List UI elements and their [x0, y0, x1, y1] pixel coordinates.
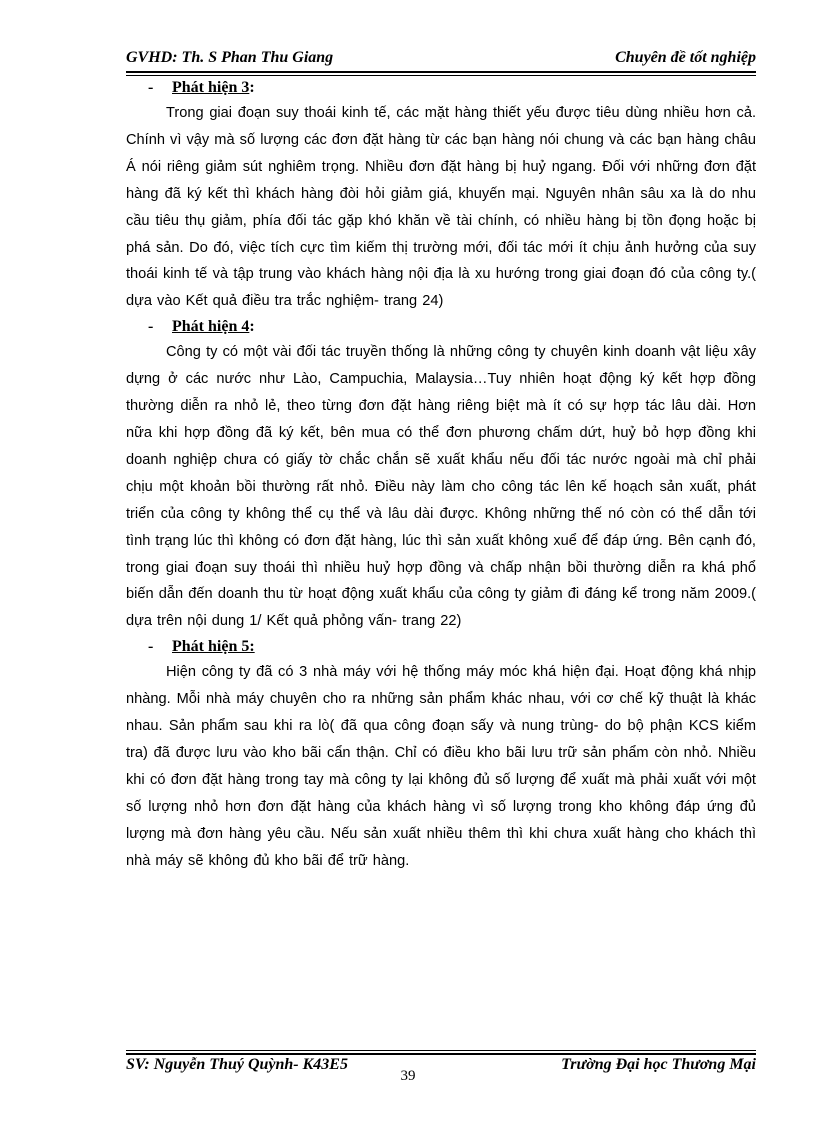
section-heading-4	[126, 315, 756, 339]
header-rule-thick	[126, 71, 756, 73]
page-body	[126, 76, 756, 874]
page-number: 39	[400, 1068, 416, 1084]
section-paragraph-5: Hiện công ty đã có 3 nhà máy với hệ thống máy móc khá hiện đại. Hoạt động khá nhịp nhàng. Mỗi nhà máy chuyên cho ra những sản phẩm khác nhau, với cơ chế kỹ thuật là khác nhau. Sản phẩm sau khi ra lò( đã qua công đoạn sấy và nung trùng- do bộ phận KCS kiểm tra) đã được lưu vào kho bãi cẩn thận. Chỉ có điều kho bãi lưu trữ sản phẩm còn nhỏ. Nhiều khi có đơn đặt hàng trong tay mà công ty lại không đủ số lượng để xuất mà phải xuất với một số lượng nhỏ hơn đơn đặt hàng của khách hàng vì số lượng trong kho không đáp ứng đủ lượng mà đơn hàng yêu cầu. Nếu sản xuất nhiều thêm thì khi chưa xuất hàng cho khách thì nhà máy sẽ không đủ kho bãi để trữ hàng.	[126, 664, 756, 869]
bullet-dash: -	[148, 318, 154, 336]
section-title: Phát hiện 3	[172, 79, 250, 96]
section-title: Phát hiện 4	[172, 318, 250, 336]
footer-rule-thick	[126, 1053, 756, 1055]
section-paragraph-4: Công ty có một vài đối tác truyền thống là những công ty chuyên kinh doanh vật liệu xây dựng ở các nước như Lào, Campuchia, Malaysia…Tuy nhiên hoạt động ký kết hợp đồng thường diễn ra nhỏ lẻ, theo từng đơn đặt hàng riêng biệt mà ít có sự hợp tác lâu dài. Hơn nữa khi hợp đồng đã ký kết, bên mua có thể đơn phương chấm dứt, huỷ bỏ hợp đồng khi doanh nghiệp chưa có giấy tờ chắc chắn sẽ xuất khẩu nếu đối tác nước ngoài mà chỉ phải chịu một khoản bồi thường rất nhỏ. Điều này làm cho công tác lên kế hoạch sản xuất, phát triển của công ty không thể cụ thể và lâu dài được. Không những thế nó còn có thể dẫn tới tình trạng lúc thì không có đơn đặt hàng, lúc thì sản xuất không xuể để đáp ứng. Bên cạnh đó, trong giai đoạn suy thoái thì nhiều huỷ hợp đồng và chấp nhận bồi thường diễn ra khá phổ biến dẫn đến doanh thu từ hoạt động xuất khẩu của công ty giảm đi đáng kể trong năm 2009.( dựa trên nội dung 1/ Kết quả phỏng vấn- trang 22)	[126, 344, 756, 630]
page-header	[126, 49, 756, 71]
section-title-suffix: :	[249, 79, 255, 96]
footer-rule-thin	[126, 1050, 756, 1051]
header-advisor: GVHD: Th. S Phan Thu Giang	[126, 49, 334, 66]
header-title: Chuyên đề tốt nghiệp	[615, 49, 756, 66]
bullet-dash: -	[148, 638, 154, 656]
section-heading-5	[126, 635, 756, 659]
footer-university: Trường Đại học Thương Mại	[561, 1056, 756, 1073]
section-paragraph-3: Trong giai đoạn suy thoái kinh tế, các mặt hàng thiết yếu được tiêu dùng nhiều hơn cả. Chính vì vậy mà số lượng các đơn đặt hàng từ các bạn hàng nói chung và các bạn hàng châu Á nói riêng giảm sút nghiêm trọng. Nhiều đơn đặt hàng bị huỷ ngang. Đối với những đơn đặt hàng đã ký kết thì khách hàng đòi hỏi giảm giá, khuyến mại. Nguyên nhân sâu xa là do nhu cầu tiêu thụ giảm, phía đối tác gặp khó khăn về tài chính, có nhiều hàng bị tồn đọng hoặc bị phá sản. Do đó, việc tích cực tìm kiếm thị trường mới, đối tác mới ít chịu ảnh hưởng của suy thoái kinh tế và tập trung vào khách hàng nội địa là xu hướng trong giai đoạn đó của công ty.( dựa vào Kết quả điều tra trắc nghiệm- trang 24)	[126, 105, 756, 310]
bullet-dash: -	[148, 79, 154, 96]
footer-student: SV: Nguyễn Thuý Quỳnh- K43E5	[126, 1056, 348, 1073]
section-title: Phát hiện 5:	[172, 638, 255, 656]
section-title-suffix: :	[249, 318, 255, 336]
section-heading-3	[126, 76, 756, 100]
